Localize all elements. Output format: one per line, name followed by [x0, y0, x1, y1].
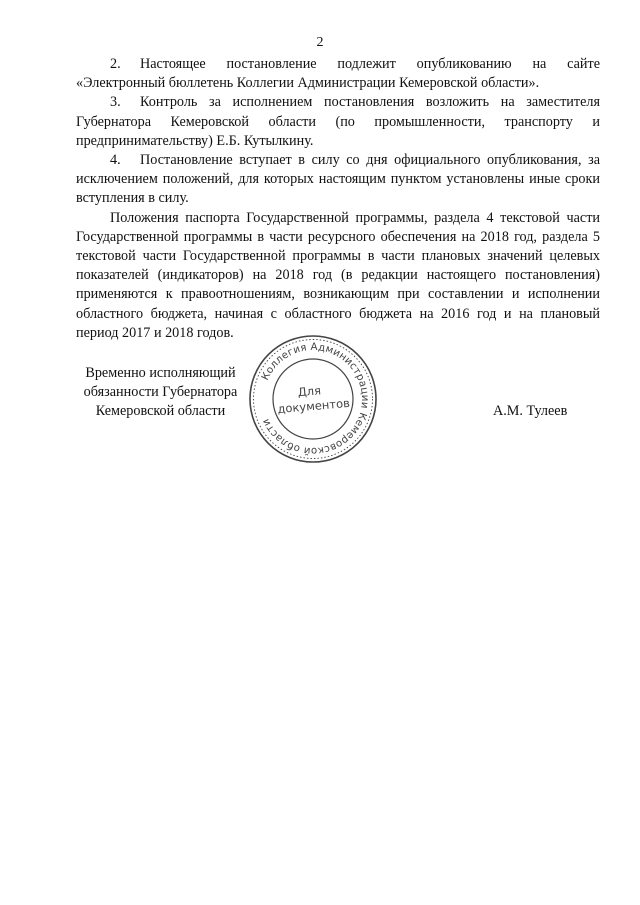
seal-center-line: документов: [276, 395, 351, 417]
paragraph-provisions: [76, 209, 600, 343]
signatory-name: А.М. Тулеев: [493, 403, 568, 419]
page-number: 2: [316, 35, 324, 50]
paragraph-3: [76, 93, 600, 151]
official-seal: [246, 332, 380, 466]
seal-graphic: [246, 332, 380, 466]
paragraph-text: Положения паспорта Государственной программы, раздела 4 текстовой части Государственной программы в части ресурсного обеспечения на 2018 год, раздела 5 текстовой части Государственной программы в части плановых значений целевых показателей (индикаторов) на 2018 год (в редакции настоящего постановления) применяются к правоотношениям, возникающим при составлении и исполнении областного бюджета, начиная с областного бюджета на 2016 год и на плановый период 2017 и 2018 годов.: [76, 209, 600, 341]
paragraph-number: 4.: [110, 152, 121, 169]
seal-center-line: Для: [297, 383, 322, 400]
signatory-position-line: Кемеровской области: [95, 403, 226, 419]
signatory-position-line: обязанности Губернатора: [83, 384, 238, 400]
paragraph-text: Настоящее постановление подлежит опубликованию на сайте «Электронный бюллетень Коллегии Администрации Кемеровской области».: [76, 56, 600, 92]
paragraph-number: 3.: [110, 94, 121, 111]
seal-ring-text: Коллегия Администрации Кемеровской области: [260, 341, 371, 457]
document-body: [76, 55, 600, 343]
paragraph-number: 2.: [110, 56, 121, 72]
paragraph-text: Контроль за исполнением постановления возложить на заместителя Губернатора Кемеровской области (по промышленности, транспорту и предпринимательству) Е.Б. Кутылкину.: [76, 94, 600, 149]
paragraph-2: [76, 55, 600, 93]
paragraph-4: [76, 151, 600, 209]
signatory-position-line: Временно исполняющий: [85, 365, 236, 381]
paragraph-text: Постановление вступает в силу со дня официального опубликования, за исключением положений, для которых настоящим пунктом установлены иные сроки вступления в силу.: [76, 152, 600, 207]
signatory-position: [78, 364, 243, 421]
signature-block: [0, 341, 640, 484]
